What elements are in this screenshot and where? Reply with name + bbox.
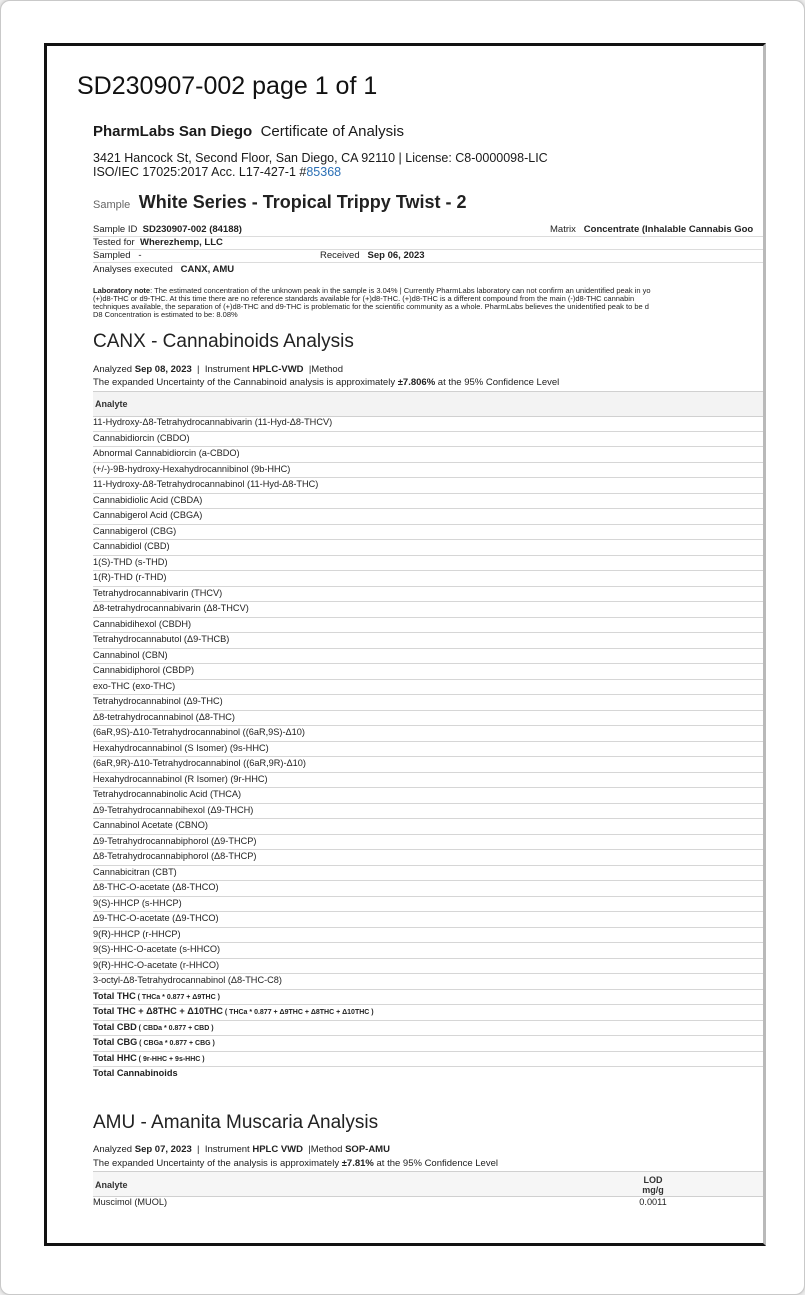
analyte-name: Cannabidiolic Acid (CBDA): [93, 494, 203, 505]
canx-table-row: [93, 787, 766, 804]
sampled-label: Sampled: [93, 250, 131, 261]
lod-value: 0.0011: [639, 1197, 667, 1207]
received-value: Sep 06, 2023: [367, 250, 425, 261]
amu-instrument-label: Instrument: [204, 1144, 250, 1155]
analyte-name: Cannabidihexol (CBDH): [93, 618, 192, 629]
total-formula: ( THCa * 0.877 + Δ9THC + Δ8THC + Δ10THC ): [222, 1009, 374, 1016]
canx-table-row: [93, 462, 766, 479]
lab-note: [93, 287, 766, 319]
sample-id-value: SD230907-002 (84188): [142, 224, 242, 235]
amu-method: SOP-AMU: [345, 1144, 390, 1155]
canx-total-row: [93, 1066, 766, 1082]
canx-table-row: [93, 415, 766, 432]
sample-name: White Series - Tropical Trippy Twist - 2: [138, 192, 467, 212]
canx-table-row: [93, 865, 766, 882]
canx-col-analyte: Analyte: [95, 399, 128, 409]
analyses-label: Analyses executed: [93, 264, 173, 275]
analyte-name: Tetrahydrocannabivarin (THCV): [93, 587, 223, 598]
received-label: Received: [320, 250, 360, 261]
lab-note-line-1: : The estimated concentration of the unknown peak in the sample is 3.04% | Currently PharmLabs laboratory can not confirm an unidentified peak in yo: [150, 286, 651, 295]
canx-table-row: [93, 756, 766, 773]
analyte-name: 1(S)-THD (s-THD): [93, 556, 168, 567]
analyte-name: 9(S)-HHCP (s-HHCP): [93, 897, 182, 908]
canx-table-row: [93, 942, 766, 959]
canx-uncertainty-value: ±7.806%: [397, 377, 436, 388]
amu-col-lod-label: LOD: [643, 1175, 663, 1185]
amu-table-header: [93, 1171, 766, 1197]
analyte-name: (6aR,9S)-Δ10-Tetrahydrocannabinol ((6aR,9S)-Δ10): [93, 727, 305, 737]
canx-table-row: [93, 446, 766, 463]
sample-label: Sample: [93, 199, 131, 211]
canx-table-row: [93, 431, 766, 448]
canx-table-row: [93, 508, 766, 525]
analyte-name: 1(R)-THD (r-THD): [93, 572, 167, 582]
lab-address-block: [93, 151, 548, 179]
iso-link[interactable]: 85368: [306, 165, 342, 179]
analyte-name: 11-Hydroxy-Δ8-Tetrahydrocannabinol (11-Hyd-Δ8-THC): [93, 479, 319, 489]
sample-heading: [93, 192, 467, 213]
lab-note-line-2: (+)d8-THC or d9-THC. At this time there are no reference standards available for (+)d8-THC. (+)d8-THC is a different compound from the main (-)d8-THC cannabin: [93, 294, 635, 303]
amu-uncertainty-pre: The expanded Uncertainty of the analysis is approximately: [93, 1158, 342, 1169]
canx-table-row: [93, 803, 766, 820]
canx-instrument-label: Instrument: [204, 364, 250, 375]
lab-header: [93, 123, 404, 140]
canx-table-row: [93, 555, 766, 572]
amu-uncertainty-value: ±7.81%: [341, 1158, 374, 1169]
amu-run-info: Analyzed Sep 07, 2023 | Instrument HPLC VWD |Method SOP-AMU: [93, 1144, 390, 1155]
total-label: Total THC + Δ8THC + Δ10THC: [93, 1006, 223, 1016]
canx-table-row: [93, 493, 766, 510]
amu-col-analyte: Analyte: [95, 1180, 128, 1190]
lab-address: 3421 Hancock St, Second Floor, San Diego, CA 92110 | License: C8-0000098-LIC: [93, 151, 548, 165]
canx-table-row: [93, 679, 766, 696]
analyte-name: Δ8-tetrahydrocannabinol (Δ8-THC): [93, 711, 235, 722]
canx-table-row: [93, 958, 766, 975]
canx-table-row: [93, 896, 766, 913]
canx-table-row: [93, 663, 766, 680]
iso-accreditation: [93, 165, 548, 179]
canx-table-row: [93, 772, 766, 789]
canx-total-row: [93, 1020, 766, 1037]
lab-note-label: Laboratory note: [93, 286, 151, 295]
canx-table-row: [93, 927, 766, 944]
analyte-name: Cannabidiphorol (CBDP): [93, 665, 195, 675]
analyte-name: Abnormal Cannabidiorcin (a-CBDO): [93, 448, 240, 458]
canx-analyzed-label: Analyzed: [93, 364, 133, 375]
canx-table-row: [93, 524, 766, 541]
analyte-name: Δ9-Tetrahydrocannabihexol (Δ9-THCH): [93, 804, 254, 815]
canx-table-row: [93, 725, 766, 742]
analyses-cell: [93, 264, 234, 275]
total-label: Total CBG: [93, 1037, 138, 1047]
analyses-value: CANX, AMU: [180, 264, 235, 275]
analyte-name: Cannabidiol (CBD): [93, 541, 170, 551]
canx-table-row: [93, 880, 766, 897]
canx-table-row: [93, 586, 766, 603]
coa-page[interactable]: [44, 43, 766, 1246]
total-label: Total CBD: [93, 1021, 137, 1032]
total-formula: ( CBDa * 0.877 + CBD ): [136, 1024, 214, 1032]
canx-uncertainty-post: at the 95% Confidence Level: [435, 377, 560, 388]
canx-table-row: [93, 911, 766, 928]
received-cell: [320, 250, 425, 261]
canx-table-row: [93, 973, 766, 990]
canx-table-row: [93, 539, 766, 556]
analyte-name: exo-THC (exo-THC): [93, 680, 176, 691]
sampled-cell: [93, 250, 142, 261]
analyte-name: 9(R)-HHCP (r-HHCP): [93, 928, 181, 939]
analyte-name: Tetrahydrocannabutol (Δ9-THCB): [93, 634, 230, 644]
canx-uncertainty: [93, 377, 559, 388]
canx-analyzed-date: Sep 08, 2023: [134, 364, 192, 375]
analyte-name: 3-octyl-Δ8-Tetrahydrocannabinol (Δ8-THC-C8): [93, 975, 282, 985]
matrix-value: Concentrate (Inhalable Cannabis Goo: [583, 224, 754, 235]
analyte-name: Tetrahydrocannabinolic Acid (THCA): [93, 789, 242, 799]
total-label: Total HHC: [93, 1052, 137, 1063]
amu-instrument: HPLC VWD: [252, 1144, 304, 1155]
canx-table-row: [93, 694, 766, 711]
sample-id-label: Sample ID: [93, 224, 138, 235]
total-label: Total THC: [93, 990, 136, 1001]
canx-run-info: Analyzed Sep 08, 2023 | Instrument HPLC-VWD |Method: [93, 364, 343, 375]
amu-col-lod: [613, 1175, 693, 1195]
analyte-name: Δ8-THC-O-acetate (Δ8-THCO): [93, 882, 219, 892]
sample-id-cell: [93, 224, 242, 235]
canx-total-row: [93, 1051, 766, 1068]
sampled-value: -: [138, 250, 142, 261]
canx-table-header: [93, 391, 766, 417]
analyte-name: Δ8-tetrahydrocannabivarin (Δ8-THCV): [93, 603, 249, 613]
canx-table-row: [93, 617, 766, 634]
meta-row-sampled: [93, 250, 766, 263]
amu-analyzed-label: Analyzed: [93, 1144, 133, 1155]
analyte-name: Δ9-THC-O-acetate (Δ9-THCO): [93, 913, 219, 923]
analyte-name: (6aR,9R)-Δ10-Tetrahydrocannabinol ((6aR,9R)-Δ10): [93, 758, 306, 768]
total-formula: ( THCa * 0.877 + Δ9THC ): [135, 993, 220, 1001]
canx-table-row: [93, 741, 766, 758]
analyte-name: Cannabigerol Acid (CBGA): [93, 510, 203, 520]
amu-table-row: [93, 1195, 766, 1211]
total-formula: ( 9r-HHC + 9s-HHC ): [136, 1055, 205, 1063]
canx-table-row: [93, 477, 766, 494]
iso-text: ISO/IEC 17025:2017 Acc. L17-427-1 #: [93, 165, 307, 179]
analyte-name: Cannabicitran (CBT): [93, 866, 177, 877]
canx-table-row: [93, 849, 766, 866]
matrix-label: Matrix: [550, 224, 576, 235]
amu-analyzed-date: Sep 07, 2023: [134, 1144, 192, 1155]
canx-instrument: HPLC-VWD: [252, 364, 304, 375]
lab-name: PharmLabs San Diego: [93, 123, 253, 140]
matrix-cell: [550, 224, 753, 235]
canx-total-row: [93, 1035, 766, 1052]
canx-table-row: [93, 834, 766, 851]
amu-uncertainty-post: at the 95% Confidence Level: [373, 1158, 498, 1169]
analyte-name: 11-Hydroxy-Δ8-Tetrahydrocannabivarin (11-Hyd-Δ8-THCV): [93, 417, 333, 427]
amu-uncertainty: [93, 1158, 498, 1169]
canx-table-row: [93, 648, 766, 665]
analyte-name: 9(R)-HHC-O-acetate (r-HHCO): [93, 959, 220, 970]
lab-note-line-4: D8 Concentration is estimated to be: 8.08%: [93, 310, 238, 319]
canx-table-row: [93, 818, 766, 835]
lab-note-line-3: techniques available, the separation of (+)d8-THC and d9-THC is problematic for the scientific community as a whole. PharmLabs believes the unidentified peak to be d: [93, 302, 649, 311]
canx-table-row: [93, 710, 766, 727]
page-title: SD230907-002 page 1 of 1: [77, 72, 378, 100]
amu-method-label: Method: [310, 1144, 343, 1155]
amu-title: AMU - Amanita Muscaria Analysis: [93, 1112, 379, 1133]
canx-total-row: [93, 1004, 766, 1021]
analyte-name: Muscimol (MUOL): [93, 1197, 168, 1207]
tested-for-value: Wherezhemp, LLC: [140, 237, 223, 248]
analyte-name: Cannabidiorcin (CBDO): [93, 432, 190, 443]
analyte-name: Cannabigerol (CBG): [93, 525, 177, 536]
canx-total-row: [93, 989, 766, 1006]
amu-col-lod-unit: mg/g: [642, 1185, 664, 1195]
analyte-name: (+/-)-9B-hydroxy-Hexahydrocannibinol (9b-HHC): [93, 463, 291, 474]
canx-uncertainty-pre: The expanded Uncertainty of the Cannabinoid analysis is approximately: [93, 377, 398, 388]
canx-table-row: [93, 570, 766, 587]
analyte-name: Δ9-Tetrahydrocannabiphorol (Δ9-THCP): [93, 835, 257, 846]
canx-table-row: [93, 601, 766, 618]
canx-title: CANX - Cannabinoids Analysis: [93, 331, 354, 352]
tested-for-cell: [93, 237, 223, 248]
analyte-name: Tetrahydrocannabinol (Δ9-THC): [93, 696, 223, 706]
analyte-name: Cannabinol Acetate (CBNO): [93, 820, 208, 830]
analyte-name: 9(S)-HHC-O-acetate (s-HHCO): [93, 944, 221, 954]
total-formula: ( CBGa * 0.877 + CBG ): [137, 1040, 215, 1047]
analyte-name: Cannabinol (CBN): [93, 649, 168, 660]
analyte-name: Hexahydrocannabinol (S Isomer) (9s-HHC): [93, 742, 269, 753]
tested-for-label: Tested for: [93, 237, 135, 248]
doc-type: Certificate of Analysis: [260, 123, 404, 140]
canx-method-label: Method: [311, 364, 343, 375]
total-label: Total Cannabinoids: [93, 1068, 178, 1078]
analyte-name: Hexahydrocannabinol (R Isomer) (9r-HHC): [93, 773, 268, 784]
canx-table-row: [93, 632, 766, 649]
analyte-name: Δ8-Tetrahydrocannabiphorol (Δ8-THCP): [93, 851, 257, 861]
